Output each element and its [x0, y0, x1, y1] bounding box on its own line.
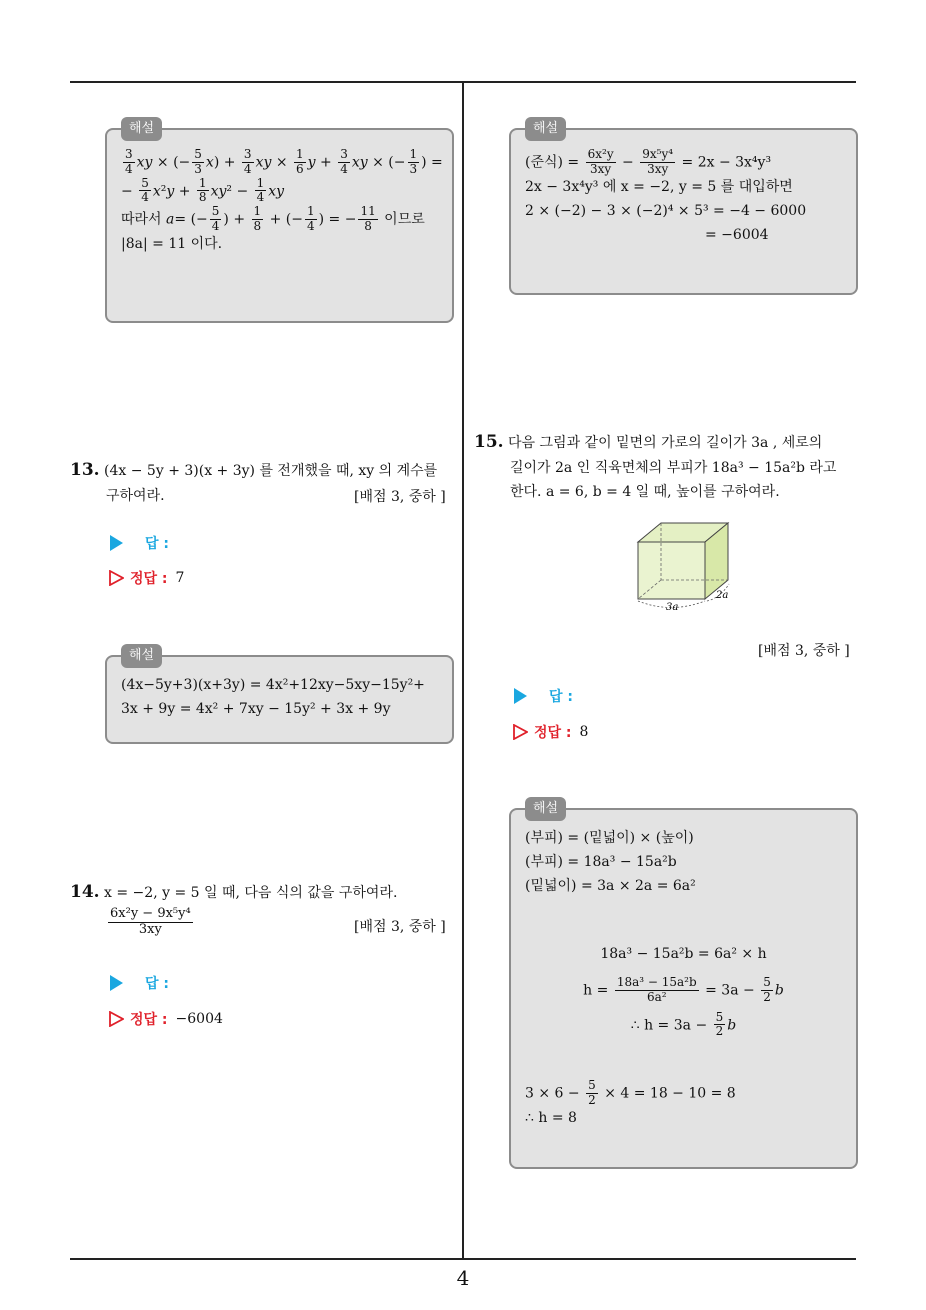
score-label: [배점 3, 중하 ] — [758, 643, 850, 659]
cuboid-figure — [630, 520, 740, 612]
play-icon — [110, 535, 123, 551]
solution-tag: 해설 — [121, 644, 162, 668]
solution-tag: 해설 — [121, 117, 162, 141]
problem-text: 길이가 2a 인 직육면체의 부피가 18a³ − 15a²b 라고 — [510, 459, 837, 476]
solution-box-15 — [509, 801, 858, 1169]
answer-value: 7 — [175, 570, 185, 586]
correct-label: 정답 : — [534, 725, 572, 741]
play-icon — [110, 975, 123, 991]
problem-number: 13. — [70, 460, 100, 480]
solution-box-14 — [509, 121, 858, 295]
solution-line: ∴ h = 8 — [525, 1109, 577, 1126]
answer-label: 답 : — [145, 536, 169, 552]
answer-row — [110, 533, 169, 553]
solution-line: 18a³ − 15a²b = 6a² × h — [600, 946, 767, 962]
problem-number: 14. — [70, 882, 100, 902]
problem-text: (4x − 5y + 3)(x + 3y) 를 전개했을 때, xy 의 계수를 — [104, 463, 438, 479]
solution-box-12 — [105, 121, 454, 323]
correct-answer-row — [108, 568, 184, 588]
correct-answer-row — [108, 1009, 223, 1029]
problem-15 — [474, 428, 860, 504]
answer-row — [514, 686, 573, 706]
solution-line: = −6004 — [705, 226, 769, 243]
problem-text: 구하여라. — [106, 487, 165, 504]
answer-label: 답 : — [549, 689, 573, 705]
play-icon — [514, 688, 527, 704]
figure-label-depth: 2a — [716, 590, 729, 601]
solution-line: (준식) = $\frac{\text{6x²y}}{3xy}$ − $\frac{\text{9x⁵y⁴}}{3xy}$ = 2x − 3x⁴y³ — [525, 147, 772, 176]
bottom-rule — [70, 1258, 856, 1260]
solution-line: 3 × 6 − $\frac{5}{2}$ × 4 = 18 − 10 = 8 — [525, 1078, 736, 1107]
problem-expression: $\frac{\text{6x²y − 9x⁵y⁴}}{3xy}$ — [110, 905, 191, 937]
solution-tag: 해설 — [525, 117, 566, 141]
answer-value: 8 — [579, 724, 589, 740]
solution-line: 따라서 a= (− $\frac{5}{4}$ ) + $\frac{1}{8}$ + (− $\frac{1}{4}$ ) = − $\frac{11}{8}$ 이므로 — [121, 204, 425, 233]
solution-line: 2 × (−2) − 3 × (−2)⁴ × 5³ = −4 − 6000 — [525, 202, 807, 219]
correct-label: 정답 : — [130, 1012, 168, 1028]
column-divider — [462, 81, 464, 1259]
score-label: [배점 3, 중하 ] — [354, 489, 446, 505]
problem-number: 15. — [474, 432, 504, 452]
answer-row — [110, 973, 169, 993]
solution-box-13 — [105, 648, 454, 744]
solution-line: (밑넓이) = 3a × 2a = 6a² — [525, 878, 696, 894]
outline-triangle-icon — [108, 570, 124, 586]
solution-line: − $\frac{5}{4}$ x²y + $\frac{1}{8}$ xy² − $\frac{1}{4}$ xy — [121, 175, 285, 205]
figure-label-width: 3a — [666, 602, 679, 612]
outline-triangle-icon — [512, 724, 528, 740]
problem-text: 한다. a = 6, b = 4 일 때, 높이를 구하여라. — [510, 483, 780, 500]
problem-text: 다음 그림과 같이 밑면의 가로의 길이가 3a , 세로의 — [508, 435, 823, 451]
answer-value: −6004 — [175, 1011, 223, 1027]
solution-line: (부피) = (밑넓이) × (높이) — [525, 830, 694, 846]
solution-line: 2x − 3x⁴y³ 에 x = −2, y = 5 를 대입하면 — [525, 178, 793, 195]
solution-line: 3x + 9y = 4x² + 7xy − 15y² + 3x + 9y — [121, 701, 391, 717]
solution-tag: 해설 — [525, 797, 566, 821]
correct-answer-row — [512, 722, 588, 742]
solution-line: h = $\frac{\text{18a³ − 15a²b}}{\text{6a²}}$ = 3a − $\frac{5}{2}$ b — [583, 975, 784, 1004]
correct-label: 정답 : — [130, 571, 168, 587]
solution-line: (4x−5y+3)(x+3y) = 4x²+12xy−5xy−15y²+ — [121, 677, 425, 693]
solution-line: ∴ h = 3a − $\frac{5}{2}$ b — [630, 1009, 737, 1039]
solution-line: |8a| = 11 이다. — [121, 235, 223, 252]
solution-line: $\frac{3}{4}$ xy × (− $\frac{5}{3}$ x) + $\frac{3}{4}$ xy × $\frac{1}{6}$ y + $\frac{3}{4}$ xy × (− $\frac{1}{3}$ ) = — [125, 147, 443, 176]
score-label: [배점 3, 중하 ] — [354, 919, 446, 935]
page-number: 4 — [456, 1266, 470, 1290]
answer-label: 답 : — [145, 976, 169, 992]
solution-line: (부피) = 18a³ − 15a²b — [525, 854, 677, 870]
problem-text: x = −2, y = 5 일 때, 다음 식의 값을 구하여라. — [104, 885, 398, 901]
outline-triangle-icon — [108, 1011, 124, 1027]
